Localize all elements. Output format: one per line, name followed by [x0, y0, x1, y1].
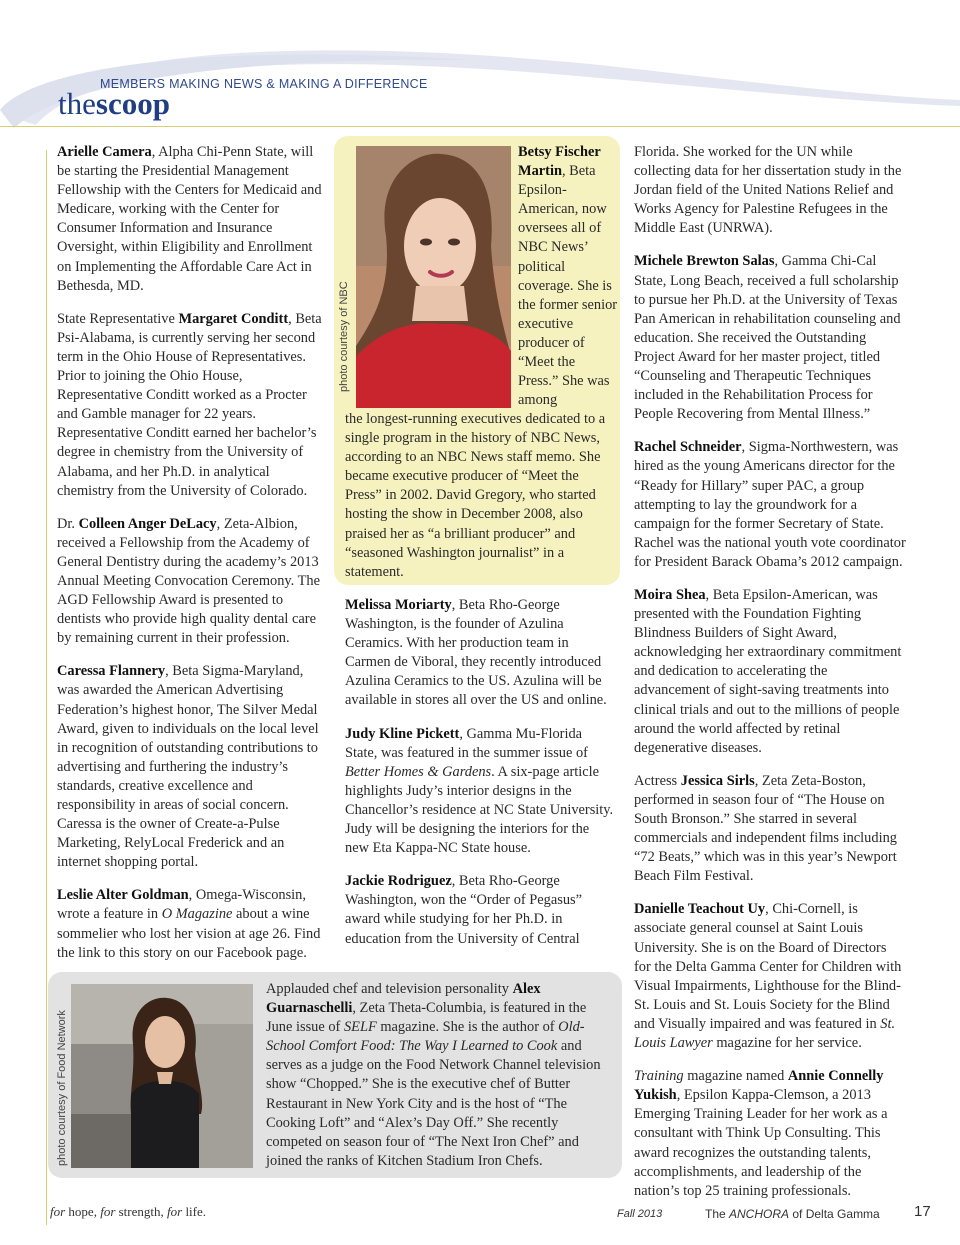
betsy-photo	[356, 146, 511, 408]
footer-motto: for hope, for strength, for life.	[50, 1204, 207, 1219]
page-number: 17	[914, 1203, 931, 1220]
news-item: Melissa Moriarty, Beta Rho-George Washington, is the founder of Azulina Ceramics. With her production team in Carmen de Viboral, they recently introduced Azulina Ceramics to the US. Azulina will be available in stores all over the US and online.	[345, 597, 607, 709]
news-item: Moira Shea, Beta Epsilon-American, was presented with the Foundation Fighting Blindness Builders of Sight Award, acknowledging her extraordinary commitment and dedication to accelerating the advancement of sight-saving treatments into clinical trials and out to the millions of people around the world affected by retinal degenerative diseases.	[634, 586, 902, 756]
news-item: State Representative Margaret Conditt, Beta Psi-Alabama, is currently serving her second term in the Ohio House of Representatives. Prior to joining the Ohio House, Representative Conditt worked as a Procter and Gamble manager for 22 years. Representative Conditt earned her bachelor’s degree in chemistry from the University of Alabama, and her Ph.D. in analytical chemistry from the University of Colorado.	[57, 310, 322, 499]
alex-text: Applauded chef and television personality Alex Guarnaschelli, Zeta Theta-Columbia, is featured in the June issue of SELF magazine. She is the author of Old-School Comfort Food: The Way I Learned to Cook and serves as a judge on the Food Network Channel television show “Chopped.” She is the executive chef of Butter Restaurant in New York City and is the host of “The Cooking Loft” and “Alex’s Day Off.” She recently competed on season four of “The Next Iron Chef” and joined the ranks of Kitchen Stadium Iron Chefs.	[266, 981, 601, 1169]
section-title: thescoop	[58, 86, 170, 121]
portrait-illustration	[356, 146, 511, 408]
news-item: Actress Jessica Sirls, Zeta Zeta-Boston, performed in season four of “The House on South Bronson.” She starred in several commercials and independent films including “72 Beats,” which was in this year’s Newport Beach Film Festival.	[634, 772, 897, 885]
photo-credit-nbc: photo courtesy of NBC	[338, 281, 350, 392]
column-3	[634, 143, 906, 1215]
news-item: Michele Brewton Salas, Gamma Chi-Cal State, Long Beach, received a full scholarship to pursue her Ph.D. at the University of Texas Pan American in rehabilitation counseling and education. She received the Outstanding Project Award for her master project, titled “Counseling and Therapeutic Techniques included in the Rehabilitation Process for People Recovering from Mental Illness.”	[634, 253, 901, 423]
betsy-text-side: Betsy Fischer Martin, Beta Epsilon-American, now oversees all of NBC News’ political coverage. She is the former senior executive producer of “Meet the Press.” She was among	[518, 144, 618, 409]
news-item: Judy Kline Pickett, Gamma Mu-Florida State, was featured in the summer issue of Better Homes & Gardens. A six-page article highlights Judy’s interior designs in the Chancellor’s residence at NC State University. Judy will be designing the interiors for the new Eta Kappa-NC State house.	[345, 725, 614, 857]
header-rule	[0, 126, 960, 127]
news-item: Arielle Camera, Alpha Chi-Penn State, will be starting the Presidential Management Fellowship with the Centers for Medicaid and Medicare, working with the Center for Consumer Information and Insurance Oversight, within Eligibility and Enrollment on Implementing the Affordable Care Act in Bethesda, MD.	[57, 144, 322, 294]
left-margin-rule	[46, 150, 47, 1225]
chef-illustration	[71, 984, 253, 1168]
news-item: Caressa Flannery, Beta Sigma-Maryland, was awarded the American Advertising Federation’s highest honor, The Silver Medal Award, given to individuals on the local level in recognition of outstanding contributions to advertising and furthering the industry’s standards, creative excellence and responsibility in areas of social concern. Caressa is the owner of Create-a-Pulse Marketing, RelyLocal Frederick and an internet shopping portal.	[57, 663, 319, 871]
photo-credit-food-network: photo courtesy of Food Network	[56, 1010, 68, 1166]
news-item: Jackie Rodriguez, Beta Rho-George Washington, won the “Order of Pegasus” award while studying for her Ph.D. in education from the University of Central	[345, 873, 583, 947]
news-item: Dr. Colleen Anger DeLacy, Zeta-Albion, received a Fellowship from the Academy of General Dentistry during the academy’s 2013 Annual Meeting Convocation Ceremony. The AGD Fellowship Award is presented to dentists who provide high quality dental care by remaining current in their profession.	[57, 515, 320, 647]
news-item: Training magazine named Annie Connelly Yukish, Epsilon Kappa-Clemson, a 2013 Emerging Training Leader for her work as a consultant with Think Up Consulting. This award recognizes the outstanding talents, accomplishments, and leadership of the nation’s top 25 training professionals.	[634, 1068, 888, 1199]
news-item: Rachel Schneider, Sigma-Northwestern, was hired as the young Americans director for the “Ready for Hillary” super PAC, a group attempting to lay the groundwork for a campaign for the former Secretary of State. Rachel was the national youth vote coordinator for President Barack Obama’s 2012 campaign.	[634, 439, 906, 570]
news-item: Leslie Alter Goldman, Omega-Wisconsin, wrote a feature in O Magazine about a wine sommelier who lost her vision at age 26. Find the link to this story on our Facebook page.	[57, 887, 321, 961]
column-2	[345, 596, 615, 963]
news-item: Florida. She worked for the UN while collecting data for her dissertation study in the Jordan field of the United Nations Relief and Works Agency for Palestine Refugees in the Middle East (UNRWA).	[634, 144, 902, 237]
footer-magazine-title: The ANCHORA of Delta Gamma	[705, 1207, 880, 1221]
column-1	[57, 143, 329, 977]
alex-photo	[71, 984, 253, 1168]
betsy-text-continued: the longest-running executives dedicated to a single program in the history of NBC News, according to an NBC News staff memo. She became executive producer of “Meet the Press” in 2002. David Gregory, who started hosting the show in December 2008, also praised her as “a brilliant producer” and “seasoned Washington journalist” in a statement.	[345, 411, 606, 580]
section-kicker: MEMBERS MAKING NEWS & MAKING A DIFFERENCE	[100, 77, 428, 91]
news-item: Danielle Teachout Uy, Chi-Cornell, is associate general counsel at Saint Louis University. She is on the Board of Directors for the Delta Gamma Center for Children with Visual Impairments, Lighthouse for the Blind-St. Louis and St. Louis Society for the Blind and Visually impaired and was featured in St. Louis Lawyer magazine for her service.	[634, 901, 902, 1052]
footer-issue-date: Fall 2013	[617, 1208, 663, 1220]
